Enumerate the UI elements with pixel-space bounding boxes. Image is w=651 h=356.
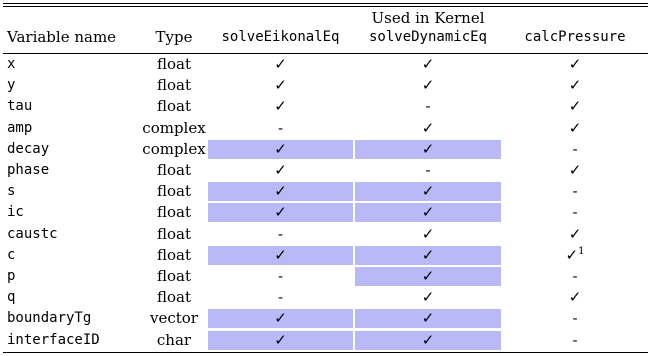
solve-eikonal-eq-cell: - [277,288,284,306]
type-cell: complex [142,140,206,158]
type-cell: char [156,331,192,349]
variable-name-cell: x [7,56,16,72]
solve-eikonal-eq-cell: ✓ [274,55,287,73]
solve-eikonal-eq-cell: ✓ [208,203,353,222]
variable-name-cell: c [7,247,16,263]
solve-dynamic-eq-cell: ✓ [355,267,501,286]
calc-pressure-cell [503,97,647,116]
calc-pressure-cell [503,119,647,138]
solve-dynamic-eq-cell: ✓ [421,76,435,94]
calc-pressure-mark: ✓ [568,225,582,243]
solve-dynamic-eq-cell: ✓ [421,288,435,306]
solve-eikonal-eq-cell: ✓ [208,309,353,328]
calc-pressure-cell [503,55,647,74]
calc-pressure-cell [503,288,647,307]
variable-name-cell: interfaceID [7,332,100,348]
type-cell: vector [150,309,198,327]
solve-dynamic-eq-cell: ✓ [421,225,435,243]
calc-pressure-mark: ✓ [568,55,582,73]
type-cell: float [156,288,191,306]
calc-pressure-cell [503,225,647,244]
calc-pressure-cell [503,203,647,222]
header-type: Type [155,28,193,46]
calc-pressure-cell [503,246,647,265]
variable-name-cell: boundaryTg [7,310,92,326]
variable-name-cell: amp [7,120,33,136]
calc-pressure-mark: ✓ [568,119,582,137]
solve-dynamic-eq-cell: ✓ [355,331,501,350]
calc-pressure-mark: ✓ [568,76,582,94]
type-cell: float [156,267,191,285]
calc-pressure-mark: - [572,140,578,158]
header-solve-dynamic-eq: solveDynamicEq [368,29,487,45]
solve-eikonal-eq-cell: ✓ [274,97,287,115]
calc-pressure-cell [503,76,647,95]
header-rule [3,53,648,54]
top-rule-double [3,6,648,7]
calc-pressure-mark: ✓ [568,97,582,115]
header-variable-name: Variable name [7,28,117,46]
variable-name-cell: phase [7,162,50,178]
group-header-used-in-kernel: Used in Kernel [371,9,485,27]
solve-dynamic-eq-cell: ✓ [421,119,435,137]
solve-dynamic-eq-cell: ✓ [421,55,435,73]
footnote-marker: 1 [578,246,585,257]
solve-dynamic-eq-cell: ✓ [355,140,501,159]
solve-dynamic-eq-cell: ✓ [355,203,501,222]
type-cell: float [156,203,191,221]
header-calc-pressure: calcPressure [524,29,626,45]
calc-pressure-cell [503,161,647,180]
calc-pressure-mark: - [572,182,578,200]
type-cell: float [156,97,191,115]
solve-eikonal-eq-cell: - [277,267,284,285]
header-solve-eikonal-eq: solveEikonalEq [221,29,340,45]
calc-pressure-cell [503,140,647,159]
type-cell: float [156,182,191,200]
type-cell: float [156,225,191,243]
variable-name-cell: ic [7,204,24,220]
calc-pressure-mark: - [572,203,578,221]
solve-eikonal-eq-cell: ✓ [208,331,353,350]
type-cell: complex [142,119,206,137]
variable-name-cell: y [7,77,16,93]
solve-dynamic-eq-cell: - [425,161,431,179]
type-cell: float [156,161,191,179]
calc-pressure-mark: ✓ [568,288,582,306]
calc-pressure-mark: - [572,267,578,285]
variable-name-cell: p [7,268,16,284]
variable-name-cell: s [7,183,16,199]
solve-eikonal-eq-cell: ✓ [274,76,287,94]
calc-pressure-mark: - [572,331,578,349]
solve-dynamic-eq-cell: ✓ [355,182,501,201]
bottom-rule [3,352,648,353]
type-cell: float [156,246,191,264]
top-rule [3,3,648,4]
solve-dynamic-eq-cell: ✓ [355,309,501,328]
calc-pressure-cell [503,331,647,350]
solve-eikonal-eq-cell: ✓ [208,182,353,201]
solve-eikonal-eq-cell: ✓ [274,161,287,179]
calc-pressure-mark: - [572,309,578,327]
calc-pressure-cell [503,267,647,286]
solve-eikonal-eq-cell: - [277,225,284,243]
type-cell: float [156,76,191,94]
solve-eikonal-eq-cell: - [277,119,284,137]
type-cell: float [156,55,191,73]
solve-eikonal-eq-cell: ✓ [208,140,353,159]
calc-pressure-mark: ✓ [565,246,579,264]
variable-name-cell: q [7,289,16,305]
solve-dynamic-eq-cell: - [425,97,431,115]
calc-pressure-mark: ✓ [568,161,582,179]
solve-dynamic-eq-cell: ✓ [355,246,501,265]
variable-name-cell: caustc [7,226,58,242]
calc-pressure-cell [503,309,647,328]
calc-pressure-cell [503,182,647,201]
variable-name-cell: decay [7,141,50,157]
solve-eikonal-eq-cell: ✓ [208,246,353,265]
variable-name-cell: tau [7,98,33,114]
